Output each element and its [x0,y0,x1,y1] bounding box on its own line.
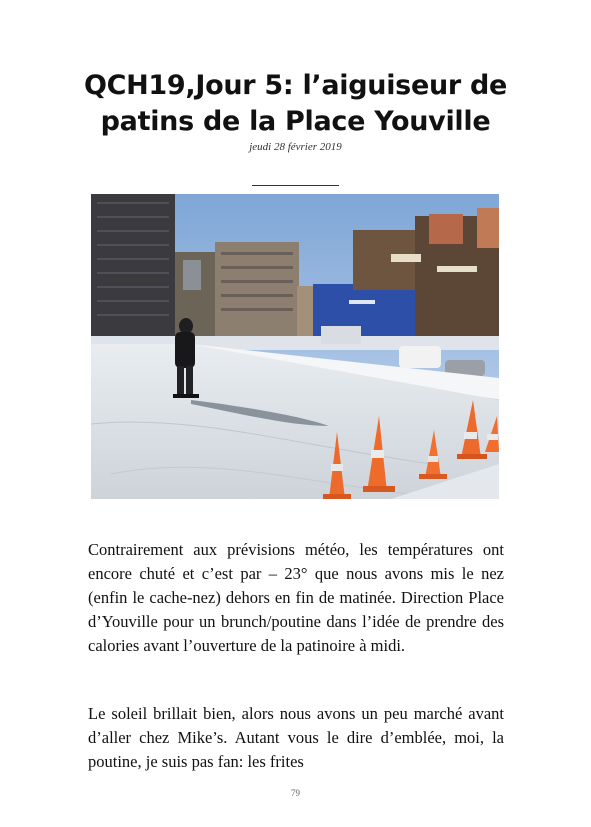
paragraph-2: Le soleil brillait bien, alors nous avons un peu marché avant d’aller chez Mike’s. Autant vous le dire d’emblée, moi, la poutine, je suis pas fan: les frites [88,704,504,771]
paragraph-1: Contrairement aux prévisions météo, les températures ont encore chuté et c’est par – 23° que nous avons mis le nez (enfin le cache-nez) dehors en fin de matinée. Direction Place d’Youville pour un brunch/poutine dans l’idée de prendre des calories avant l’ouverture de la patinoire à midi. [88,540,504,655]
page-number: 79 [291,788,300,798]
title-divider [252,185,339,186]
article-title: QCH19,Jour 5: l’aiguiseur de patins de la Place Youville [83,70,508,137]
article-date: jeudi 28 février 2019 [249,141,342,153]
skating-rink-photo [91,194,499,499]
